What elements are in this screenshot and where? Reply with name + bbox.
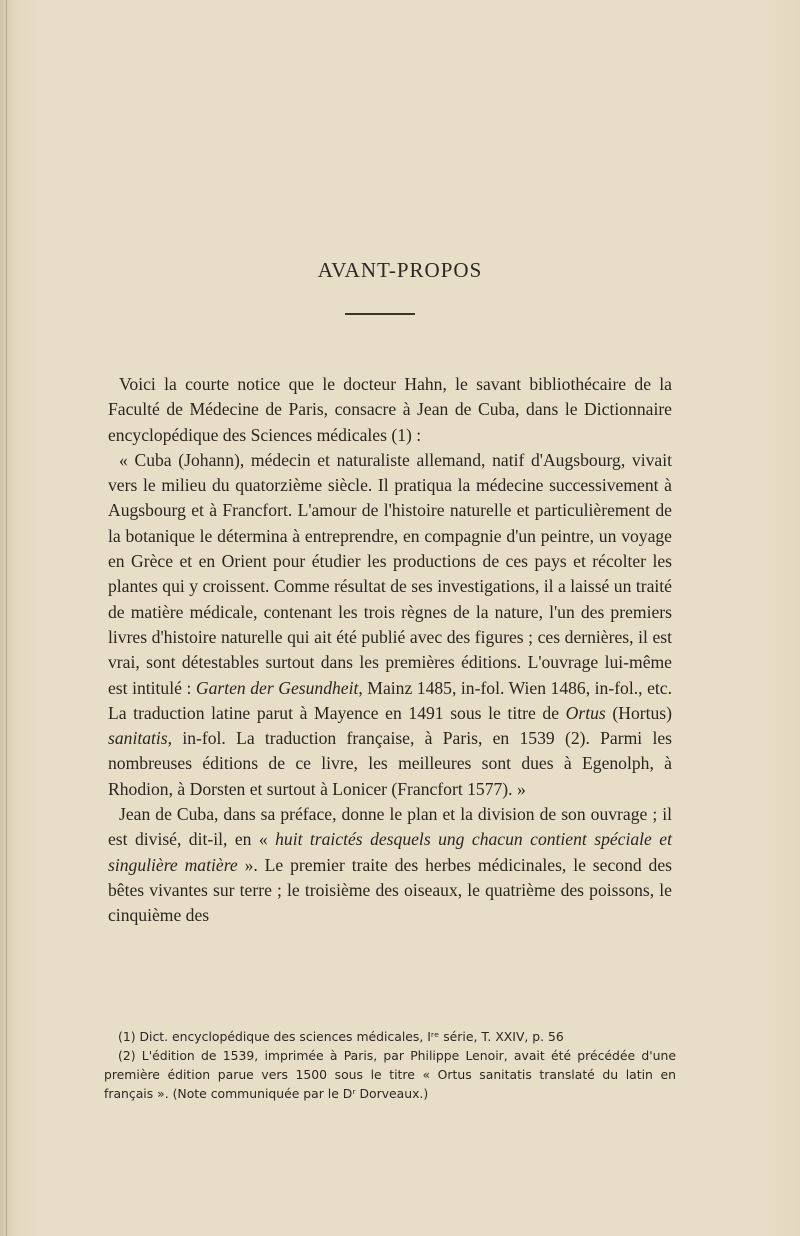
footnotes bbox=[104, 1027, 676, 1103]
chapter-title: AVANT-PROPOS bbox=[317, 258, 483, 282]
page-spine-edge bbox=[6, 0, 7, 1236]
title-garten: Garten der Gesundheit bbox=[195, 677, 359, 698]
quote-text-1: « Cuba (Johann), médecin et naturaliste allemand, natif d'Augsbourg, vivait vers le milieu du quatorzième siècle. Il pratiqua la médecine successivement à Augsbourg et à Francfort. L'amour de l'histoire naturelle et particulièrement de la botanique le détermina à entreprendre, en compagnie d'un peintre, un voyage en Grèce et en Orient pour étudier les productions de ces pays et récolter les plantes qui y croissent. Comme résultat de ses investigations, il a laissé un traité de matière médicale, contenant les trois règnes de la nature, l'un des premiers livres d'histoire naturelle qui ait été publié avec des figures ; ces dernières, il est vrai, sont détestables surtout dans les premières éditions. L'ouvrage lui-même est intitulé : bbox=[108, 449, 672, 698]
intro-text: Voici la courte notice que le docteur Hahn, le savant bibliothécaire de la Faculté de Médecine de Paris, consacre à Jean de Cuba, dans le Dictionnaire encyclopédique des Sciences médicales (1) : bbox=[108, 374, 672, 445]
paragraph-quote bbox=[108, 448, 672, 802]
title-ortus: Ortus bbox=[565, 702, 606, 723]
plan-quote: huit traictés desquels ung chacun contient spéciale et singulière matière bbox=[108, 829, 672, 875]
title-rule bbox=[345, 313, 415, 315]
quote-text-4: , in-fol. La traduction française, à Paris, en 1539 (2). Parmi les nombreuses éditions de ce livre, les meilleures sont dues à Egenolph, à Rhodion, à Dorsten et surtout à Lonicer (Francfort 1577). » bbox=[108, 728, 672, 799]
footnote-2: (2) L'édition de 1539, imprimée à Paris, par Philippe Lenoir, avait été précédée d'une première édition parue vers 1500 sous le titre « Ortus sanitatis translaté du latin en français ». (Note communiquée par le Dʳ Dorveaux.) bbox=[104, 1048, 676, 1101]
plan-text-1: Jean de Cuba, dans sa préface, donne le plan et la division de son ouvrage ; il est divisé, dit-il, en « bbox=[108, 804, 672, 850]
body-text bbox=[108, 372, 672, 929]
quote-text-3: (Hortus) bbox=[605, 702, 672, 723]
paragraph-intro bbox=[108, 372, 672, 448]
title-sanitatis: sanitatis bbox=[108, 728, 168, 749]
paragraph-plan bbox=[108, 802, 672, 928]
plan-text-2: ». Le premier traite des herbes médicinales, le second des bêtes vivantes sur terre ; le troisième des oiseaux, le quatrième des poissons, le cinquième des bbox=[108, 854, 672, 926]
quote-text-2: , Mainz 1485, in-fol. Wien 1486, in-fol., etc. La traduction latine parut à Mayence en 1491 sous le titre de bbox=[108, 677, 672, 723]
footnote-1: (1) Dict. encyclopédique des sciences médicales, Iʳᵉ série, T. XXIV, p. 56 bbox=[118, 1029, 564, 1044]
